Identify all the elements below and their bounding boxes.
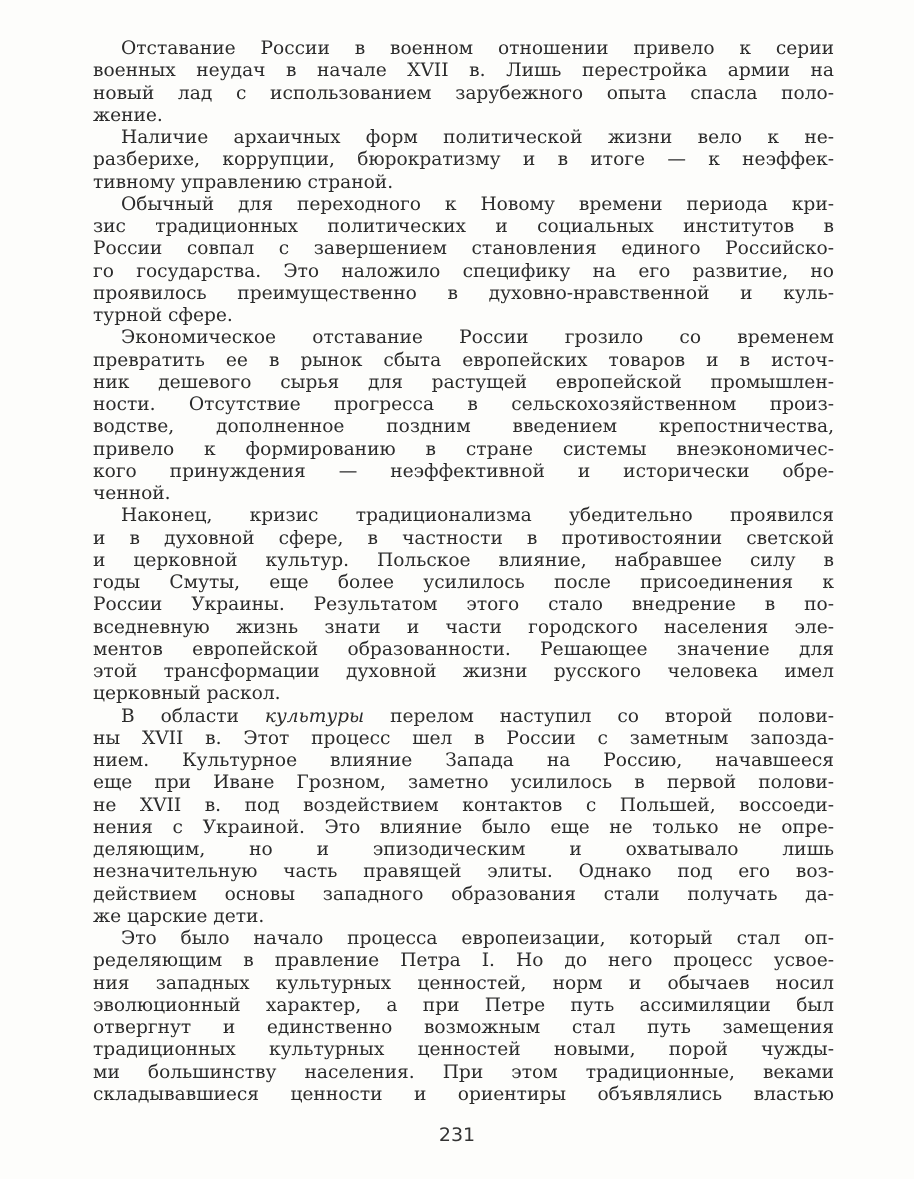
paragraph bbox=[93, 127, 834, 194]
text-line: Наличие архаичных форм политической жизни вело к не- bbox=[121, 127, 834, 148]
text-line: водстве, дополненное поздним введением крепостничества, bbox=[93, 416, 834, 438]
text-line bbox=[93, 706, 834, 728]
text-line: ности. Отсутствие прогресса в сельскохозяйственном произ- bbox=[93, 394, 834, 415]
text-line: России совпал с завершением становления единого Российско- bbox=[93, 238, 834, 260]
text-line: ния западных культурных ценностей, норм и обычаев носил bbox=[93, 972, 834, 994]
text-line: зис традиционных политических и социальных институтов в bbox=[93, 216, 834, 237]
page-body-text bbox=[93, 38, 834, 1106]
text-line: тивному управлению страной. bbox=[93, 171, 394, 193]
text-line: Наконец, кризис традиционализма убедительно проявился bbox=[121, 505, 834, 527]
text-segment: В области bbox=[121, 705, 265, 727]
page-number: 231 bbox=[438, 1124, 476, 1146]
paragraph bbox=[93, 706, 834, 929]
text-line: привело к формированию в стране системы внеэкономичес- bbox=[93, 438, 834, 460]
paragraph bbox=[93, 327, 834, 505]
text-line: ми большинству населения. При этом традиционные, веками bbox=[93, 1061, 834, 1083]
text-line: военных неудач в начале XVII в. Лишь перестройка армии на bbox=[93, 60, 834, 82]
text-line: вседневную жизнь знати и части городского населения эле- bbox=[93, 616, 834, 638]
text-line: Это было начало процесса европеизации, который стал оп- bbox=[121, 928, 834, 949]
paragraph bbox=[93, 38, 834, 127]
text-line: проявилось преимущественно в духовно-нравственной и куль- bbox=[93, 282, 834, 304]
text-line: кого принуждения — неэффективной и исторически обре- bbox=[93, 460, 834, 482]
text-line: нения с Украиной. Это влияние было еще не только не опре- bbox=[93, 816, 834, 838]
text-line: отвергнут и единственно возможным стал путь замещения bbox=[93, 1017, 834, 1038]
text-line: деляющим, но и эпизодическим и охватывало лишь bbox=[93, 839, 834, 860]
text-line: же царские дети. bbox=[93, 905, 265, 927]
text-line: турной сфере. bbox=[93, 305, 233, 326]
text-line: этой трансформации духовной жизни русского человека имел bbox=[93, 661, 834, 682]
text-line: России Украины. Результатом этого стало внедрение в по- bbox=[93, 594, 834, 616]
text-line: незначительную часть правящей элиты. Однако под его воз- bbox=[93, 861, 834, 883]
text-line: нием. Культурное влияние Запада на Россию, начавшееся bbox=[93, 750, 834, 771]
paragraph bbox=[93, 505, 834, 705]
text-line: складывавшиеся ценности и ориентиры объявлялись властью bbox=[93, 1083, 834, 1105]
paragraph bbox=[93, 928, 834, 1106]
text-line: и церковной культур. Польское влияние, набравшее силу в bbox=[93, 549, 834, 571]
text-segment: перелом наступил со второй полови- bbox=[364, 705, 834, 727]
paragraph bbox=[93, 194, 834, 328]
text-line: Экономическое отставание России грозило со временем bbox=[121, 327, 834, 349]
italic-term: культуры bbox=[264, 705, 365, 727]
text-line: ны XVII в. Этот процесс шел в России с заметным запозда- bbox=[93, 727, 834, 749]
text-line: традиционных культурных ценностей новыми, порой чужды- bbox=[93, 1039, 834, 1061]
text-line: церковный раскол. bbox=[93, 683, 281, 705]
text-line: эволюционный характер, а при Петре путь ассимиляции был bbox=[93, 994, 834, 1016]
text-line: действием основы западного образования стали получать да- bbox=[93, 883, 834, 905]
text-line: не XVII в. под воздействием контактов с Польшей, воссоеди- bbox=[93, 794, 834, 816]
text-line: жение. bbox=[93, 104, 163, 126]
text-line: ник дешевого сырья для растущей европейской промышлен- bbox=[93, 371, 834, 393]
text-line: превратить ее в рынок сбыта европейских товаров и в источ- bbox=[93, 349, 834, 371]
text-line: ределяющим в правление Петра I. Но до него процесс усвое- bbox=[93, 950, 834, 972]
text-line: го государства. Это наложило специфику на его развитие, но bbox=[93, 260, 834, 282]
text-line: ментов европейской образованности. Решающее значение для bbox=[93, 638, 834, 660]
text-line: Обычный для переходного к Новому времени периода кри- bbox=[121, 193, 834, 215]
text-line: Отставание России в военном отношении привело к серии bbox=[121, 38, 834, 59]
text-line: новый лад с использованием зарубежного опыта спасла поло- bbox=[93, 82, 834, 104]
text-line: еще при Иване Грозном, заметно усилилось в первой полови- bbox=[93, 772, 834, 794]
text-line: годы Смуты, еще более усилилось после присоединения к bbox=[93, 572, 834, 593]
text-line: и в духовной сфере, в частности в противостоянии светской bbox=[93, 527, 834, 549]
text-line: ченной. bbox=[93, 483, 171, 504]
text-line: разберихе, коррупции, бюрократизму и в итоге — к неэффек- bbox=[93, 149, 834, 171]
